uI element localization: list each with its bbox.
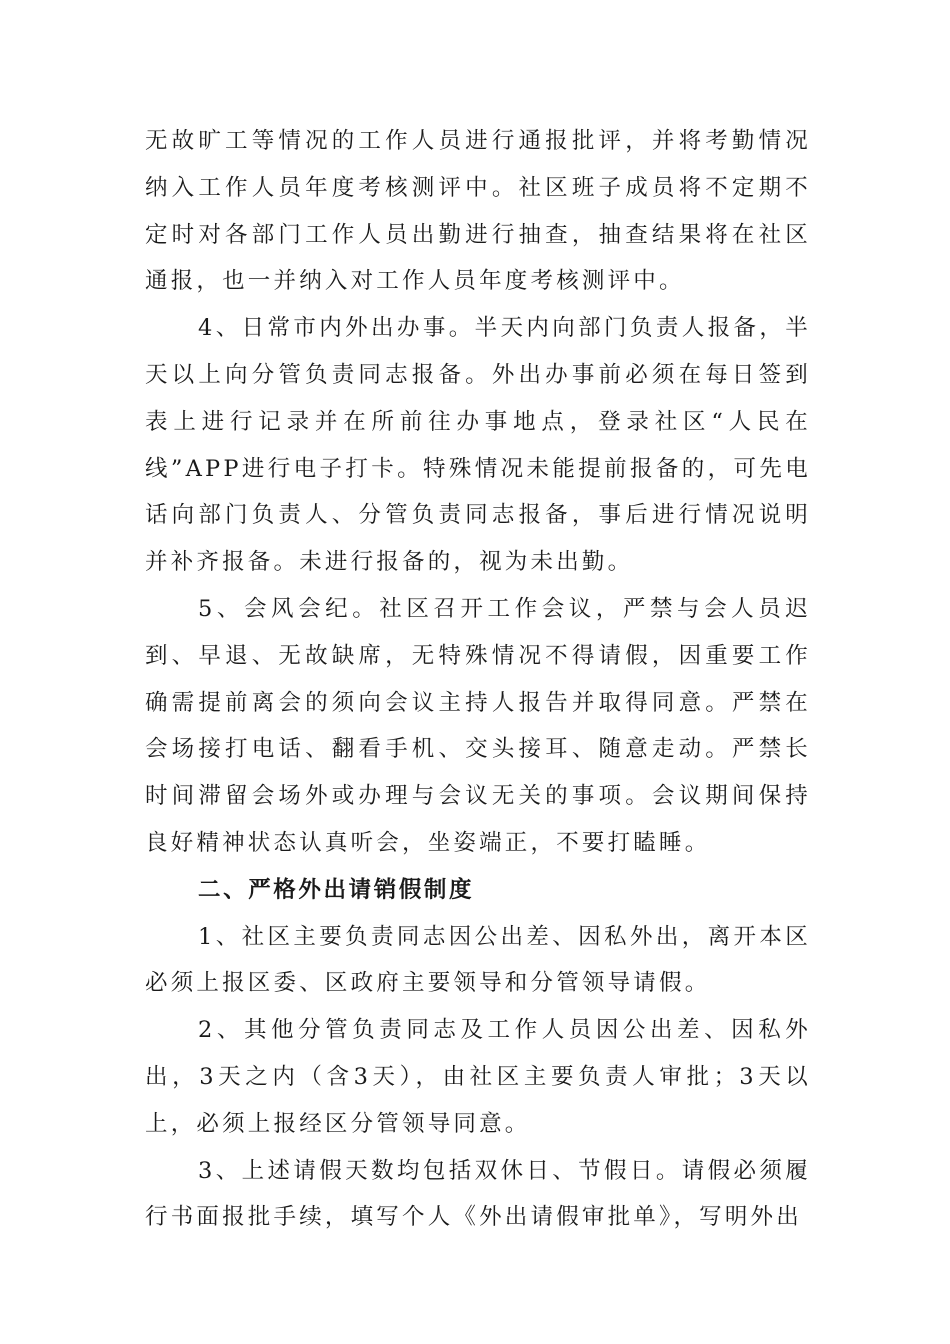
paragraph-attendance-continuation: 无故旷工等情况的工作人员进行通报批评，并将考勤情况纳入工作人员年度考核测评中。社区班子成员将不定期不定时对各部门工作人员出勤进行抽查，抽查结果将在社区通报，也一并纳入对工作人员年度考核测评中。 [145,128,811,295]
document-body [145,118,811,1241]
paragraph-item-5-meeting-discipline: 5、会风会纪。社区召开工作会议，严禁与会人员迟到、早退、无故缺席，无特殊情况不得请假，因重要工作确需提前离会的须向会议主持人报告并取得同意。严禁在会场接打电话、翻看手机、交头接耳、随意走动。严禁长时间滞留会场外或办理与会议无关的事项。会议期间保持良好精神状态认真听会，坐姿端正，不要打瞌睡。 [145,595,811,856]
paragraph-item-3-leave-days: 3、上述请假天数均包括双休日、节假日。请假必须履行书面报批手续，填写个人《外出请假审批单》，写明外出 [145,1157,811,1231]
paragraph-item-1-leader-leave: 1、社区主要负责同志因公出差、因私外出，离开本区必须上报区委、区政府主要领导和分管领导请假。 [145,923,811,997]
section-heading-leave-system: 二、严格外出请销假制度 [198,876,475,903]
paragraph-item-2-staff-leave: 2、其他分管负责同志及工作人员因公出差、因私外出，3天之内（含3天），由社区主要负责人审批；3天以上，必须上报经区分管领导同意。 [145,1017,811,1137]
paragraph-item-4-outing: 4、日常市内外出办事。半天内向部门负责人报备，半天以上向分管负责同志报备。外出办事前必须在每日签到表上进行记录并在所前往办事地点，登录社区“人民在线”APP进行电子打卡。特殊情况未能提前报备的，可先电话向部门负责人、分管负责同志报备，事后进行情况说明并补齐报备。未进行报备的，视为未出勤。 [145,315,811,576]
